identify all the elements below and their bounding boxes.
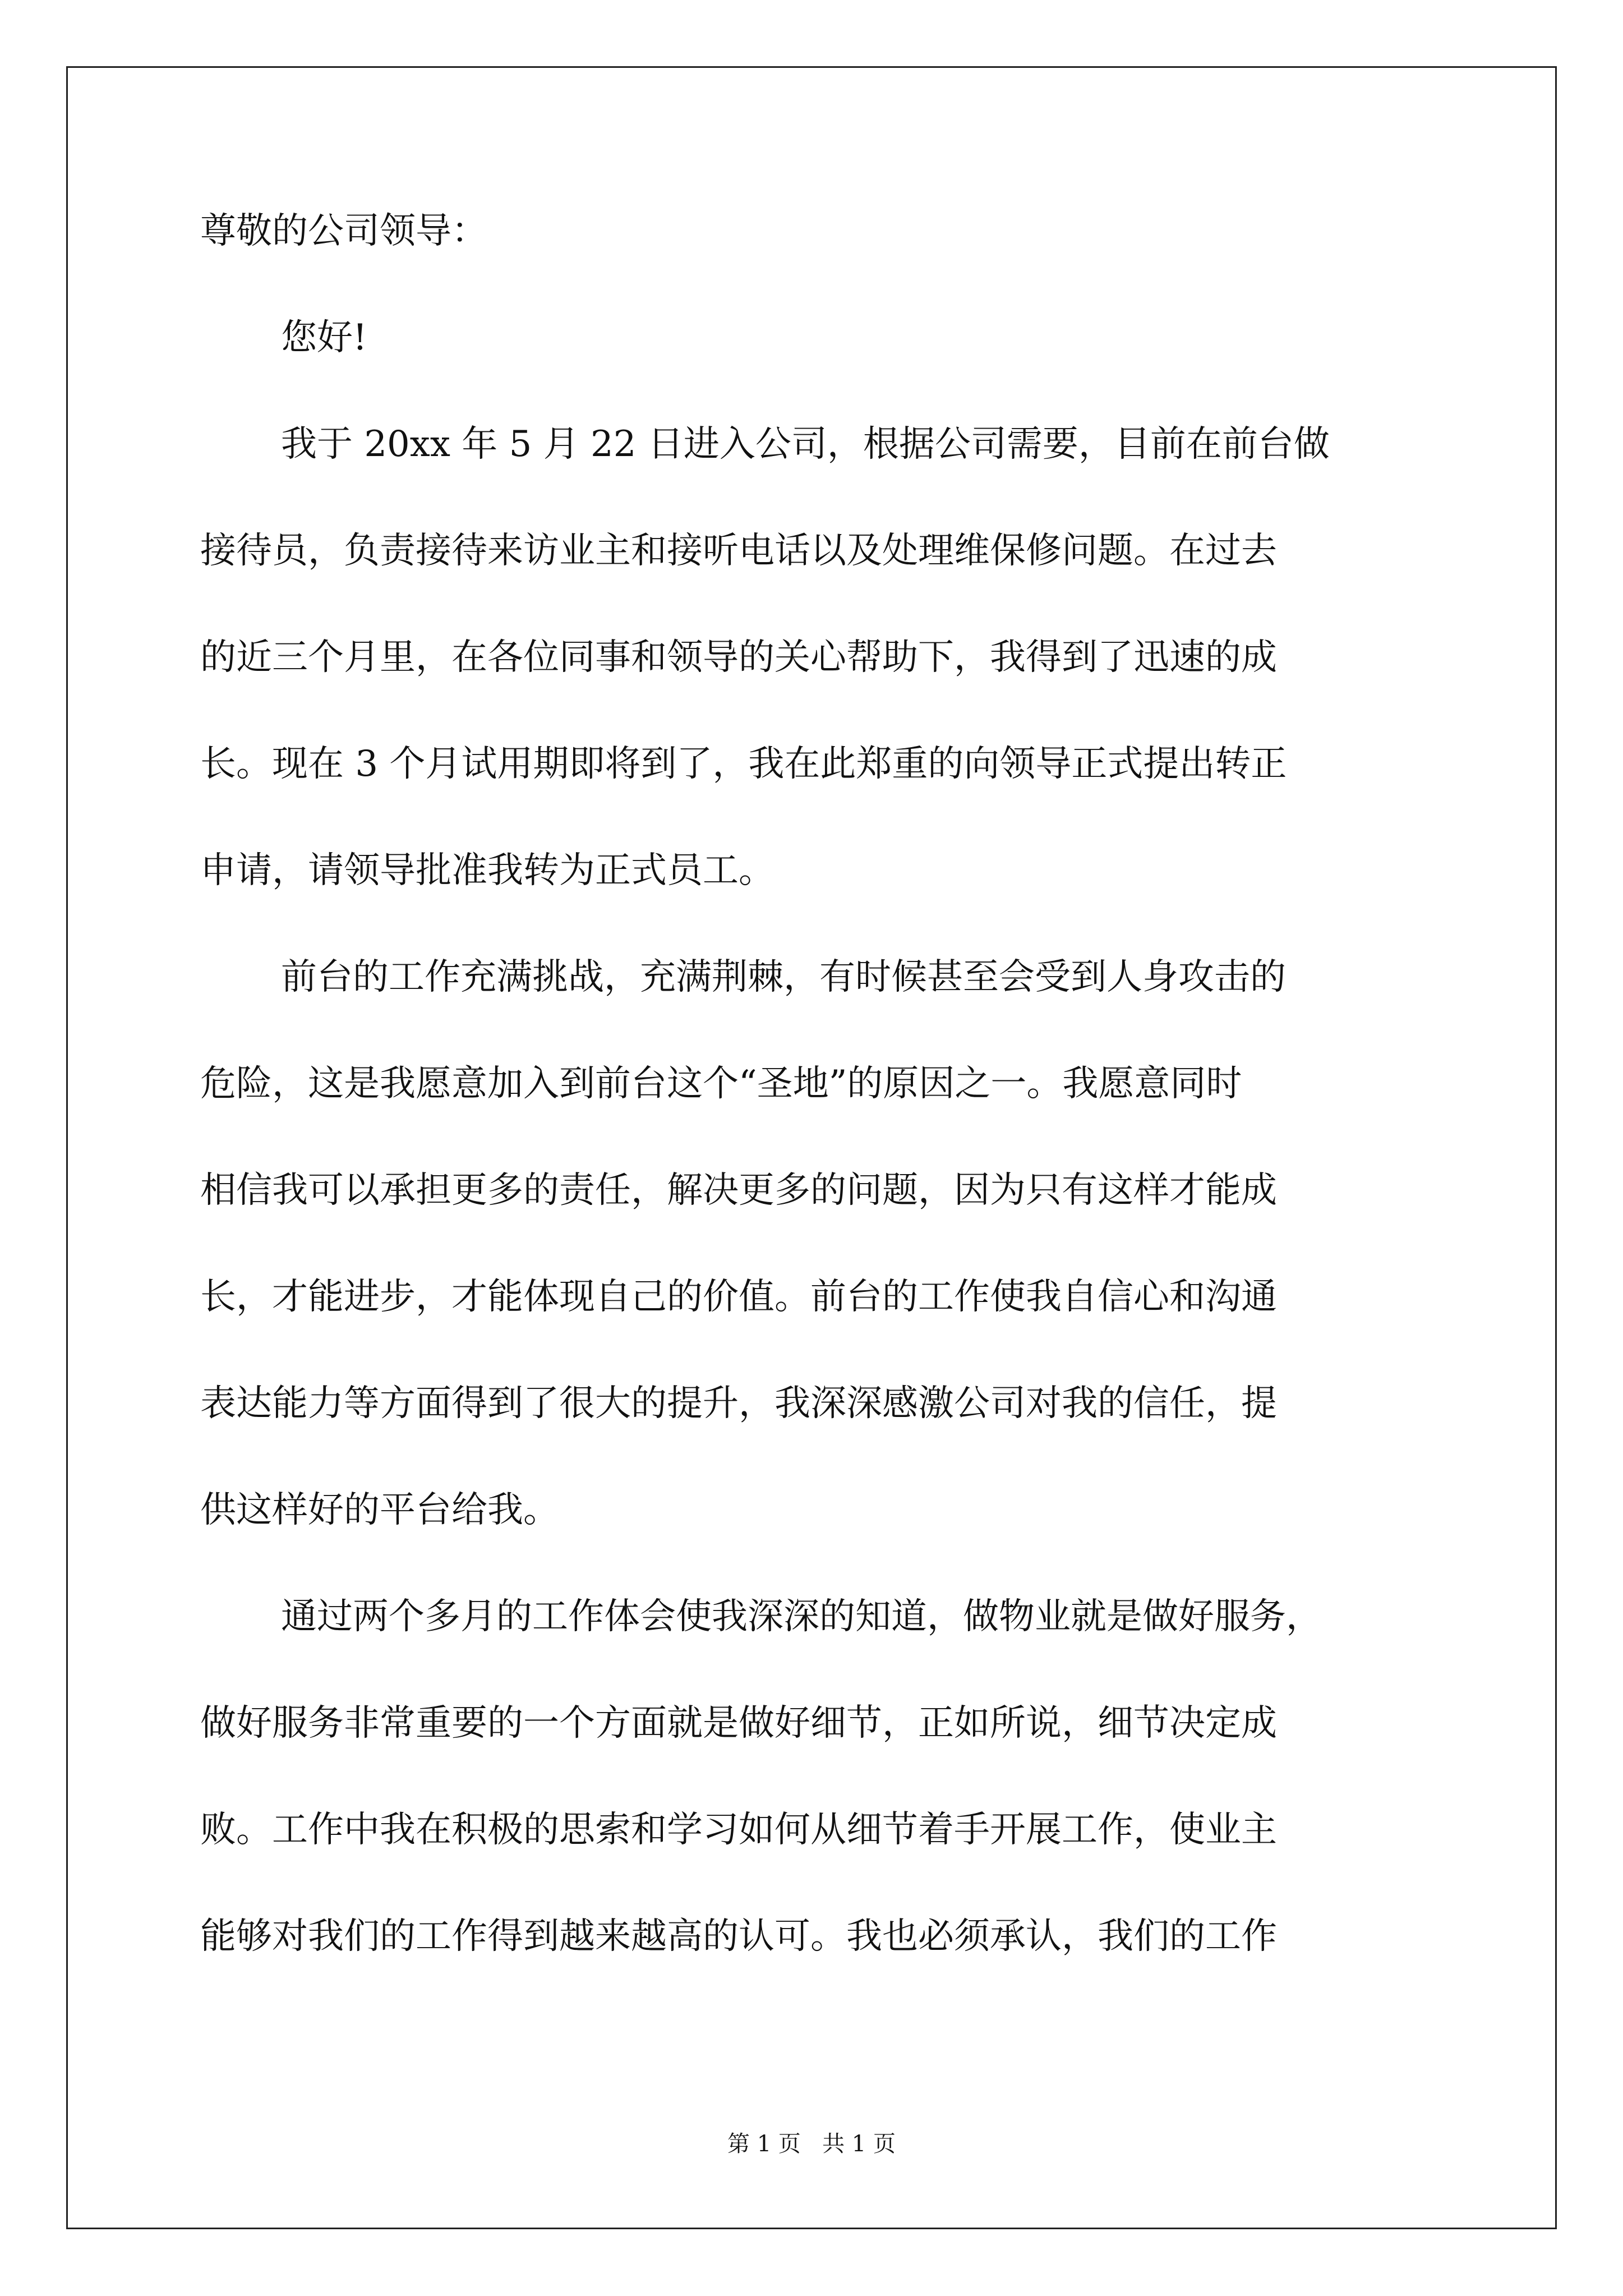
text-line: 通过两个多月的工作体会使我深深的知道，做物业就是做好服务， (281, 1596, 1322, 1637)
text-line: 相信我可以承担更多的责任，解决更多的问题，因为只有这样才能成 (200, 1170, 1277, 1211)
text-line: 长，才能进步，才能体现自己的价值。前台的工作使我自信心和沟通 (200, 1276, 1277, 1318)
text-line: 前台的工作充满挑战，充满荆棘，有时候甚至会受到人身攻击的 (281, 956, 1286, 998)
text-line: 申请，请领导批准我转为正式员工。 (200, 850, 774, 891)
text-line: 危险，这是我愿意加入到前台这个“圣地”的原因之一。我愿意同时 (200, 1063, 1242, 1105)
salutation: 尊敬的公司领导： (200, 210, 487, 252)
text-line: 我于 20xx 年 5 月 22 日进入公司，根据公司需要，目前在前台做 (281, 424, 1330, 465)
paragraph-2 (200, 956, 1423, 1531)
page-footer: 第 1 页 共 1 页 (727, 2131, 896, 2157)
text-line: 表达能力等方面得到了很大的提升，我深深感激公司对我的信任，提 (200, 1383, 1277, 1424)
letter-body (200, 210, 1423, 2025)
paragraph-1 (200, 426, 1423, 889)
paragraph-3 (200, 1596, 1423, 1957)
text-line: 能够对我们的工作得到越来越高的认可。我也必须承认，我们的工作 (200, 1916, 1277, 1957)
text-line: 长。现在 3 个月试用期即将到了，我在此郑重的向领导正式提出转正 (200, 743, 1287, 785)
greeting: 您好! (281, 317, 367, 358)
text-line: 的近三个月里，在各位同事和领导的关心帮助下，我得到了迅速的成 (200, 637, 1277, 678)
text-line: 接待员，负责接待来访业主和接听电话以及处理维保修问题。在过去 (200, 530, 1277, 572)
text-line: 败。工作中我在积极的思索和学习如何从细节着手开展工作，使业主 (200, 1809, 1277, 1851)
text-line: 供这样好的平台给我。 (200, 1489, 559, 1531)
text-line: 做好服务非常重要的一个方面就是做好细节，正如所说，细节决定成 (200, 1703, 1277, 1744)
